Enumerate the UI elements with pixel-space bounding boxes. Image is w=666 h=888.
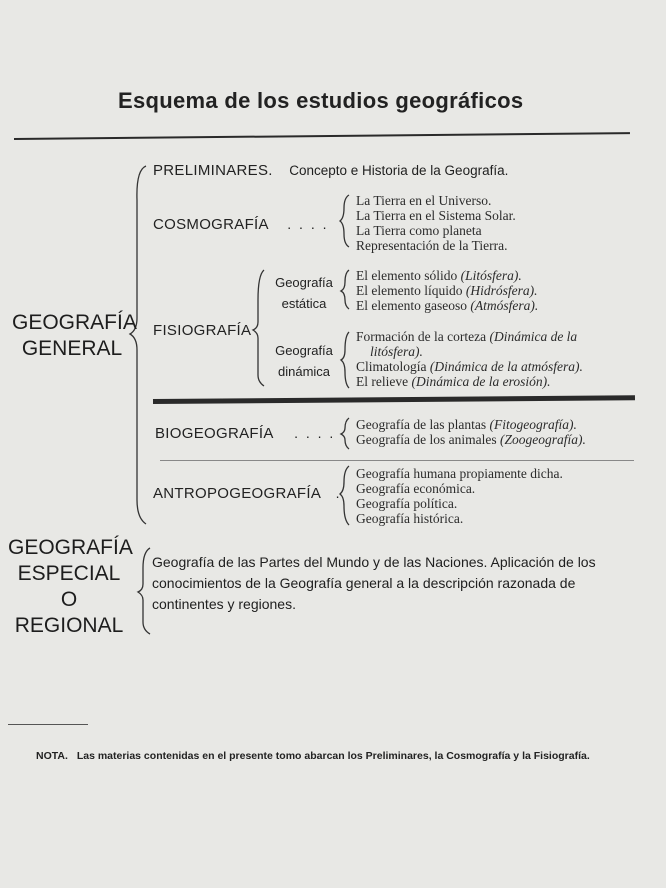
- nota-label: NOTA.: [36, 750, 68, 762]
- list-item: La Tierra como planeta: [356, 223, 482, 238]
- cosmografia-label: COSMOGRAFÍA: [153, 216, 269, 233]
- list-item: Formación de la corteza (Dinámica de la: [356, 329, 578, 344]
- page-title: Esquema de los estudios geográficos: [118, 88, 524, 113]
- nota: [36, 750, 590, 762]
- especial-line1: GEOGRAFÍA: [8, 536, 133, 559]
- dinamica-label-line1: Geografía: [275, 343, 333, 358]
- dinamica-label-line2: dinámica: [277, 364, 331, 379]
- biogeografia-list: [356, 417, 586, 447]
- estatica-list: [356, 268, 538, 313]
- especial-text: Geografía de las Partes del Mundo y de las Naciones. Aplicación de los conocimientos de la Geografía general a la descripción razonada de continentes y regiones.: [152, 554, 596, 612]
- biogeografia-label: BIOGEOGRAFÍA: [155, 425, 274, 442]
- list-item: Geografía histórica.: [356, 511, 464, 526]
- cosmografia-list: [356, 193, 516, 253]
- estatica-brace: [341, 270, 349, 309]
- list-item: Geografía económica.: [356, 481, 476, 496]
- list-item: Climatología (Dinámica de la atmósfera).: [356, 359, 583, 374]
- list-item: Representación de la Tierra.: [356, 238, 508, 253]
- dinamica-brace: [341, 332, 349, 388]
- fisiografia-brace: [253, 270, 264, 386]
- antropogeografia-label: ANTROPOGEOGRAFÍA: [153, 485, 322, 502]
- antropogeografia-brace: [340, 466, 349, 525]
- nota-text: Las materias contenidas en el presente tomo abarcan los Preliminares, la Cosmografía y la Fisiografía.: [76, 750, 590, 762]
- estatica-label: [266, 272, 342, 314]
- general-label-line2: GENERAL: [21, 337, 123, 360]
- list-item: El elemento líquido (Hidrósfera).: [356, 283, 538, 298]
- biogeografia-heading: [155, 425, 335, 443]
- antropogeografia-heading: [153, 485, 340, 503]
- list-item: Geografía de los animales (Zoogeografía).: [356, 432, 586, 447]
- list-item: litósfera).: [370, 344, 423, 359]
- antropogeografia-dots: .: [335, 485, 340, 501]
- list-item: Geografía política.: [356, 496, 458, 511]
- biogeografia-dots: . . . .: [294, 425, 336, 441]
- cosmografia-brace: [340, 195, 349, 247]
- list-item: El relieve (Dinámica de la erosión).: [356, 374, 551, 389]
- preliminares-label: PRELIMINARES.: [153, 162, 273, 179]
- especial-paragraph: [152, 552, 640, 615]
- especial-line3: O: [60, 588, 78, 611]
- especial-label: [8, 535, 133, 639]
- cosmografia-dots: . . . .: [287, 216, 329, 232]
- biogeografia-brace: [341, 418, 349, 449]
- general-label-line1: GEOGRAFÍA: [12, 311, 137, 334]
- list-item: La Tierra en el Universo.: [356, 193, 492, 208]
- preliminares-row: [153, 162, 508, 180]
- fisiografia-label: FISIOGRAFÍA: [153, 322, 252, 339]
- general-label: [12, 310, 137, 362]
- especial-brace: [138, 548, 150, 634]
- list-item: El elemento sólido (Litósfera).: [356, 268, 522, 283]
- estatica-label-line1: Geografía: [275, 275, 333, 290]
- list-item: La Tierra en el Sistema Solar.: [356, 208, 516, 223]
- antropogeografia-list: [356, 466, 563, 526]
- especial-line2: ESPECIAL: [17, 562, 121, 585]
- especial-line4: REGIONAL: [14, 614, 124, 637]
- footnote-rule: [8, 724, 88, 725]
- estatica-label-line2: estática: [281, 296, 327, 311]
- preliminares-desc: Concepto e Historia de la Geografía.: [289, 163, 509, 178]
- main-brace: [130, 166, 146, 524]
- sub-divider: [160, 460, 634, 461]
- list-item: Geografía humana propiamente dicha.: [356, 466, 563, 481]
- list-item: Geografía de las plantas (Fitogeografía).: [356, 417, 577, 432]
- cosmografia-heading: [153, 216, 329, 234]
- dinamica-label: [266, 340, 342, 382]
- list-item: El elemento gaseoso (Atmósfera).: [356, 298, 539, 313]
- dinamica-list: [356, 329, 583, 389]
